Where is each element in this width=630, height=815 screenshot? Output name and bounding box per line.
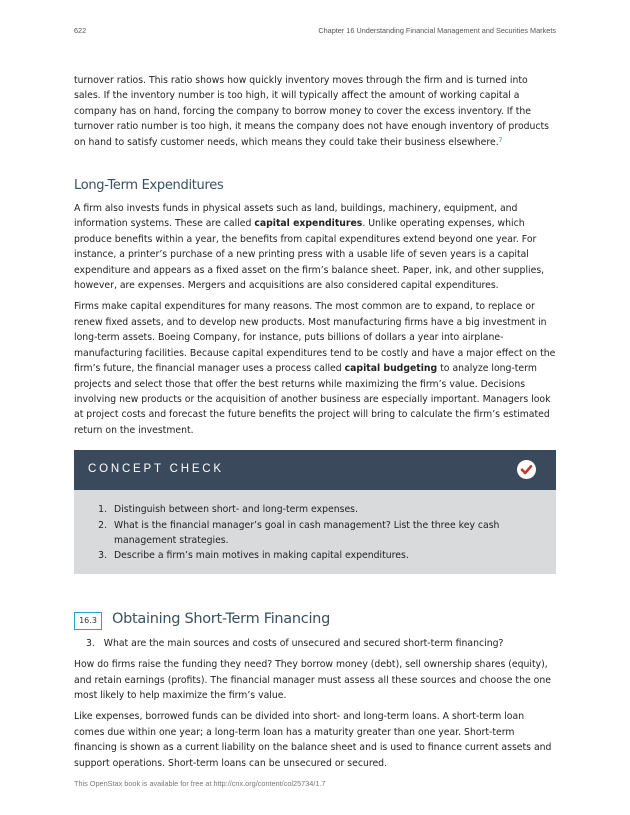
page-footer: This OpenStax book is available for free at http://cnx.org/content/col25734/1.7 bbox=[74, 779, 326, 788]
list-item: 1. Distinguish between short- and long-term expenses. bbox=[110, 502, 544, 517]
page-content bbox=[74, 73, 556, 777]
learning-objective bbox=[74, 636, 556, 651]
checkmark-icon bbox=[517, 460, 536, 479]
list-item: 2. What is the financial manager’s goal in cash management? List the three key cash management strategies. bbox=[110, 518, 544, 549]
page-number: 622 bbox=[74, 26, 87, 35]
intro-paragraph bbox=[74, 73, 556, 150]
concept-check-title: CONCEPT CHECK bbox=[88, 463, 224, 476]
list-item: 3. Describe a firm’s main motives in making capital expenditures. bbox=[110, 548, 544, 563]
concept-check-header bbox=[74, 450, 556, 490]
term-capital-budgeting: capital budgeting bbox=[344, 363, 438, 375]
concept-check-box bbox=[74, 450, 556, 574]
footnote-link[interactable]: 7 bbox=[498, 136, 503, 144]
objective-text: What are the main sources and costs of unsecured and secured short-term financing? bbox=[103, 637, 504, 649]
long-term-heading: Long-Term Expenditures bbox=[74, 178, 224, 194]
page-header bbox=[74, 26, 556, 38]
paragraph-text: Firms make capital expenditures for many reasons. The most common are to expand, to replace or renew fixed assets, and to develop new products. Most manufacturing firms have a big investment in long-term assets. Boeing Company, for instance, puts billions of dollars a year into airplane-manufacturing facilities. Because capital expenditures tend to be costly and have a major effect on the firm’s future, the financial manager uses a process called bbox=[74, 301, 556, 375]
intro-text: turnover ratios. This ratio shows how quickly inventory moves through the firm and is turned into sales. If the inventory number is too high, it will typically affect the amount of working capital a company has on hand, forcing the company to borrow money to cover the excess inventory. If the turnover ratio number is too high, it means the company does not have enough inventory of products on hand to satisfy customer needs, which means they could take their business elsewhere. bbox=[74, 75, 550, 148]
paragraph-text: to analyze long-term projects and select those that offer the best returns while maximizing the firm’s value. Decisions involving new products or the acquisition of another business are especially important. Managers look at project costs and forecast the future benefits the project will bring to calculate the firm’s estimated return on the investment. bbox=[74, 363, 551, 436]
capital-budgeting-paragraph bbox=[74, 299, 556, 438]
paragraph-text: . Unlike operating expenses, which produce benefits within a year, the benefits from capital expenditures extend beyond one year. For instance, a printer’s purchase of a new printing press with a usable life of seven years is a capital expenditure and appears as a fixed asset on the firm’s balance sheet. Paper, ink, and other supplies, however, are expenses. Mergers and acquisitions are also considered capital expenditures. bbox=[74, 218, 545, 292]
section-title: Obtaining Short-Term Financing bbox=[112, 610, 330, 627]
funding-paragraph: How do firms raise the funding they need? They borrow money (debt), sell ownership shares (equity), and retain earnings (profits). The financial manager must assess all these sources and choose the one most likely to help maximize the firm’s value. bbox=[74, 659, 551, 701]
concept-check-list bbox=[74, 490, 556, 574]
capital-expenditures-paragraph bbox=[74, 201, 556, 293]
section-heading bbox=[74, 612, 556, 636]
paragraph-text: A firm also invests funds in physical assets such as land, buildings, machinery, equipment, and information systems. These are called bbox=[74, 203, 518, 230]
chapter-title: Chapter 16 Understanding Financial Management and Securities Markets bbox=[318, 26, 556, 35]
term-capital-expenditures: capital expenditures bbox=[254, 218, 363, 230]
section-number: 16.3 bbox=[74, 612, 102, 630]
loans-paragraph: Like expenses, borrowed funds can be divided into short- and long-term loans. A short-term loan comes due within one year; a long-term loan has a maturity greater than one year. Short-term financing is shown as a current liability on the balance sheet and is used to finance current assets and support operations. Short-term loans can be unsecured or secured. bbox=[74, 711, 552, 769]
objective-number: 3. bbox=[86, 637, 95, 649]
